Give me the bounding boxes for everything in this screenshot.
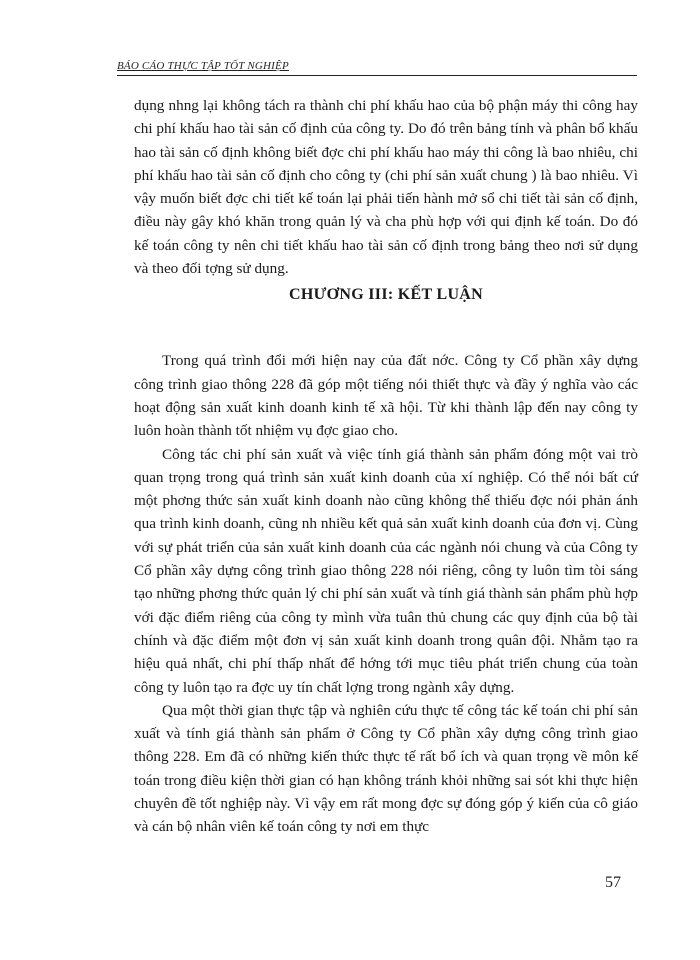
chapter-title: CHƯƠNG III: KẾT LUẬN bbox=[288, 286, 484, 304]
conclusion-paragraph-3: Qua một thời gian thực tập và nghiên cứu thực tế công tác kế toán chi phí sản xuất và tính giá thành sản phẩm ở Công ty Cổ phần xây dựng công trình giao thông 228. Em đã có những kiến thức thực tế rất bổ ích và quan trọng về môn kế toán trong điều kiện thời gian có hạn không tránh khỏi những sai sót khi thực hiện chuyên đề tốt nghiệp này. Vì vậy em rất mong đợc sự đóng góp ý kiến của cô giáo và cán bộ nhân viên kế toán công ty nơi em thực bbox=[134, 701, 638, 836]
section-spacer bbox=[134, 306, 638, 349]
conclusion-paragraph-1: Trong quá trình đổi mới hiện nay của đất nớc. Công ty Cổ phần xây dựng công trình giao thông 228 đã góp một tiếng nói thiết thực và đầy ý nghĩa vào các hoạt động sản xuất kinh doanh kinh tế xã hội. Từ khi thành lập đến nay công ty luôn hoàn thành tốt nhiệm vụ đợc giao cho. bbox=[134, 352, 638, 440]
intro-paragraph: dụng nhng lại không tách ra thành chi phí khấu hao của bộ phận máy thi công hay chi phí khấu hao tài sản cố định của công ty. Do đó trên bảng tính và phân bổ khấu hao tài sản cố định không biết đợc chi phí khấu hao máy thi công là bao nhiêu, chi phí khấu hao tài sản cố định cho công ty (chi phí sản xuất chung ) là bao nhiêu. Vì vậy muốn biết đợc chi tiết kế toán lại phải tiến hành mở sổ chi tiết tài sản cố định, điều này gây khó khăn trong quản lý và cha phù hợp với qui định kế toán. Do đó kế toán công ty nên chi tiết khấu hao tài sản cố định trong bảng theo nơi sử dụng và theo đối tợng sử dụng. bbox=[134, 97, 638, 278]
page-number: 57 bbox=[605, 874, 621, 891]
running-header-title: BÁO CÁO THỰC TẬP TỐT NGHIỆP bbox=[117, 60, 289, 72]
running-header bbox=[117, 56, 637, 76]
conclusion-paragraph-2: Công tác chi phí sản xuất và việc tính giá thành sản phẩm đóng một vai trò quan trọng trong quá trình sản xuất kinh doanh của xí nghiệp. Có thể nói bất cứ một phơng thức sản xuất kinh doanh nào cũng không thể thiếu đợc nói phản ánh qua trình kinh doanh, cũng nh nhiều kết quả sản xuất kinh doanh của đơn vị. Cùng với sự phát triển của sản xuất kinh doanh của các ngành nói chung và của Công ty Cổ phần xây dựng công trình giao thông 228 nói riêng, công ty luôn tìm tòi sáng tạo những phơng thức quản lý chi phí sản xuất và tính giá thành sản phẩm phù hợp với đặc điểm riêng của công ty mình vừa tuân thủ chung các quy định của bộ tài chính và đặc điểm một đơn vị sản xuất kinh doanh trong quân đội. Nhằm tạo ra hiệu quả nhất, chi phí thấp nhất để hớng tới mục tiêu phát triển chung của toàn công ty luôn tạo ra đợc uy tín chất lợng trong ngành xây dựng. bbox=[134, 445, 638, 696]
page-body bbox=[134, 94, 638, 839]
